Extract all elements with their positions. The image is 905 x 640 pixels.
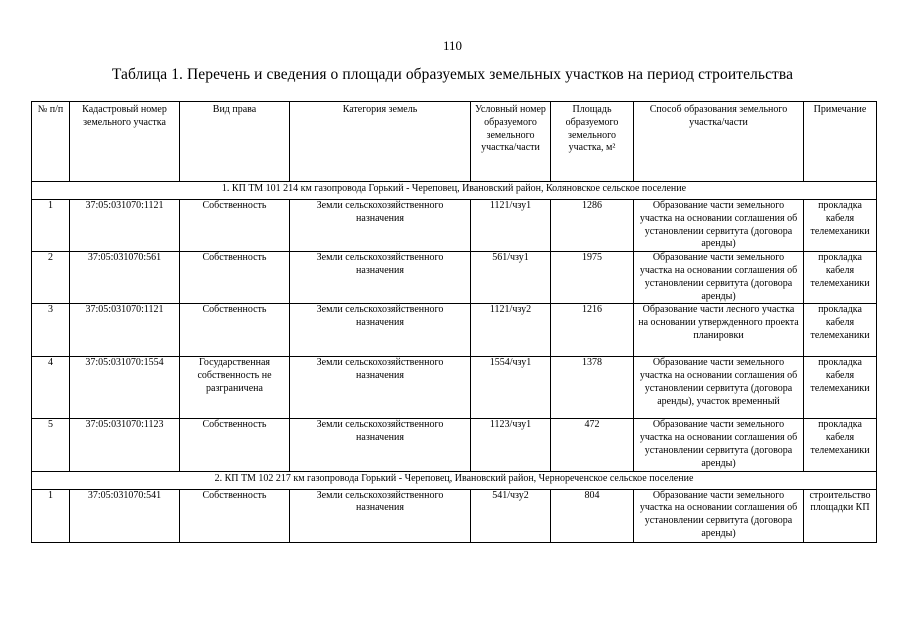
- formation-method: Образование части земельного участка на основании соглашения об установлении сервитута (договора аренды): [634, 252, 804, 304]
- right-type: Собственность: [180, 252, 290, 304]
- right-type: Собственность: [180, 200, 290, 252]
- column-header: Площадь образуемого земельного участка, м²: [551, 102, 634, 182]
- cadastral-number: 37:05:031070:1121: [70, 304, 180, 357]
- column-header: Вид права: [180, 102, 290, 182]
- land-category: Земли сельскохозяйственного назначения: [290, 200, 471, 252]
- row-number: 5: [32, 419, 70, 471]
- area: 472: [551, 419, 634, 471]
- land-category: Земли сельскохозяйственного назначения: [290, 252, 471, 304]
- right-type: Собственность: [180, 304, 290, 357]
- note: прокладка кабеля телемеханики: [804, 419, 877, 471]
- note: прокладка кабеля телемеханики: [804, 304, 877, 357]
- land-category: Земли сельскохозяйственного назначения: [290, 489, 471, 542]
- formation-method: Образование части земельного участка на основании соглашения об установлении сервитута (договора аренды): [634, 419, 804, 471]
- conditional-number: 1121/чзу2: [471, 304, 551, 357]
- table-header-row: [32, 102, 877, 182]
- table-row: [32, 419, 877, 471]
- conditional-number: 561/чзу1: [471, 252, 551, 304]
- cadastral-number: 37:05:031070:1121: [70, 200, 180, 252]
- section-header-row: [32, 471, 877, 489]
- conditional-number: 1121/чзу1: [471, 200, 551, 252]
- area: 1286: [551, 200, 634, 252]
- column-header: Условный номер образуемого земельного участка/части: [471, 102, 551, 182]
- formation-method: Образование части земельного участка на основании соглашения об установлении сервитута (договора аренды), участок временный: [634, 357, 804, 419]
- formation-method: Образование части лесного участка на основании утвержденного проекта планировки: [634, 304, 804, 357]
- page-title: Таблица 1. Перечень и сведения о площади образуемых земельных участков на период строительства: [111, 66, 794, 83]
- right-type: Собственность: [180, 489, 290, 542]
- area: 1975: [551, 252, 634, 304]
- row-number: 1: [32, 200, 70, 252]
- land-category: Земли сельскохозяйственного назначения: [290, 357, 471, 419]
- cadastral-number: 37:05:031070:1123: [70, 419, 180, 471]
- column-header: Категория земель: [290, 102, 471, 182]
- conditional-number: 541/чзу2: [471, 489, 551, 542]
- conditional-number: 1123/чзу1: [471, 419, 551, 471]
- row-number: 1: [32, 489, 70, 542]
- formation-method: Образование части земельного участка на основании соглашения об установлении сервитута (договора аренды): [634, 200, 804, 252]
- right-type: Собственность: [180, 419, 290, 471]
- table-row: [32, 304, 877, 357]
- cadastral-number: 37:05:031070:1554: [70, 357, 180, 419]
- column-header: № п/п: [32, 102, 70, 182]
- note: строительство площадки КП: [804, 489, 877, 542]
- column-header: Способ образования земельного участка/части: [634, 102, 804, 182]
- land-category: Земли сельскохозяйственного назначения: [290, 419, 471, 471]
- cadastral-number: 37:05:031070:541: [70, 489, 180, 542]
- note: прокладка кабеля телемеханики: [804, 200, 877, 252]
- formation-method: Образование части земельного участка на основании соглашения об установлении сервитута (договора аренды): [634, 489, 804, 542]
- land-plots-table: [31, 101, 877, 543]
- area: 1378: [551, 357, 634, 419]
- table-row: [32, 252, 877, 304]
- section-header-row: [32, 182, 877, 200]
- section-title: 2. КП ТМ 102 217 км газопровода Горький - Череповец, Ивановский район, Чернореченское сельское поселение: [32, 471, 877, 489]
- page-number: 110: [442, 38, 463, 53]
- column-header: Примечание: [804, 102, 877, 182]
- area: 804: [551, 489, 634, 542]
- cadastral-number: 37:05:031070:561: [70, 252, 180, 304]
- table-row: [32, 200, 877, 252]
- note: прокладка кабеля телемеханики: [804, 252, 877, 304]
- column-header: Кадастровый номер земельного участка: [70, 102, 180, 182]
- note: прокладка кабеля телемеханики: [804, 357, 877, 419]
- section-title: 1. КП ТМ 101 214 км газопровода Горький - Череповец, Ивановский район, Коляновское сельское поселение: [32, 182, 877, 200]
- row-number: 4: [32, 357, 70, 419]
- table-row: [32, 489, 877, 542]
- conditional-number: 1554/чзу1: [471, 357, 551, 419]
- row-number: 2: [32, 252, 70, 304]
- land-category: Земли сельскохозяйственного назначения: [290, 304, 471, 357]
- table-row: [32, 357, 877, 419]
- right-type: Государственная собственность не разграничена: [180, 357, 290, 419]
- row-number: 3: [32, 304, 70, 357]
- area: 1216: [551, 304, 634, 357]
